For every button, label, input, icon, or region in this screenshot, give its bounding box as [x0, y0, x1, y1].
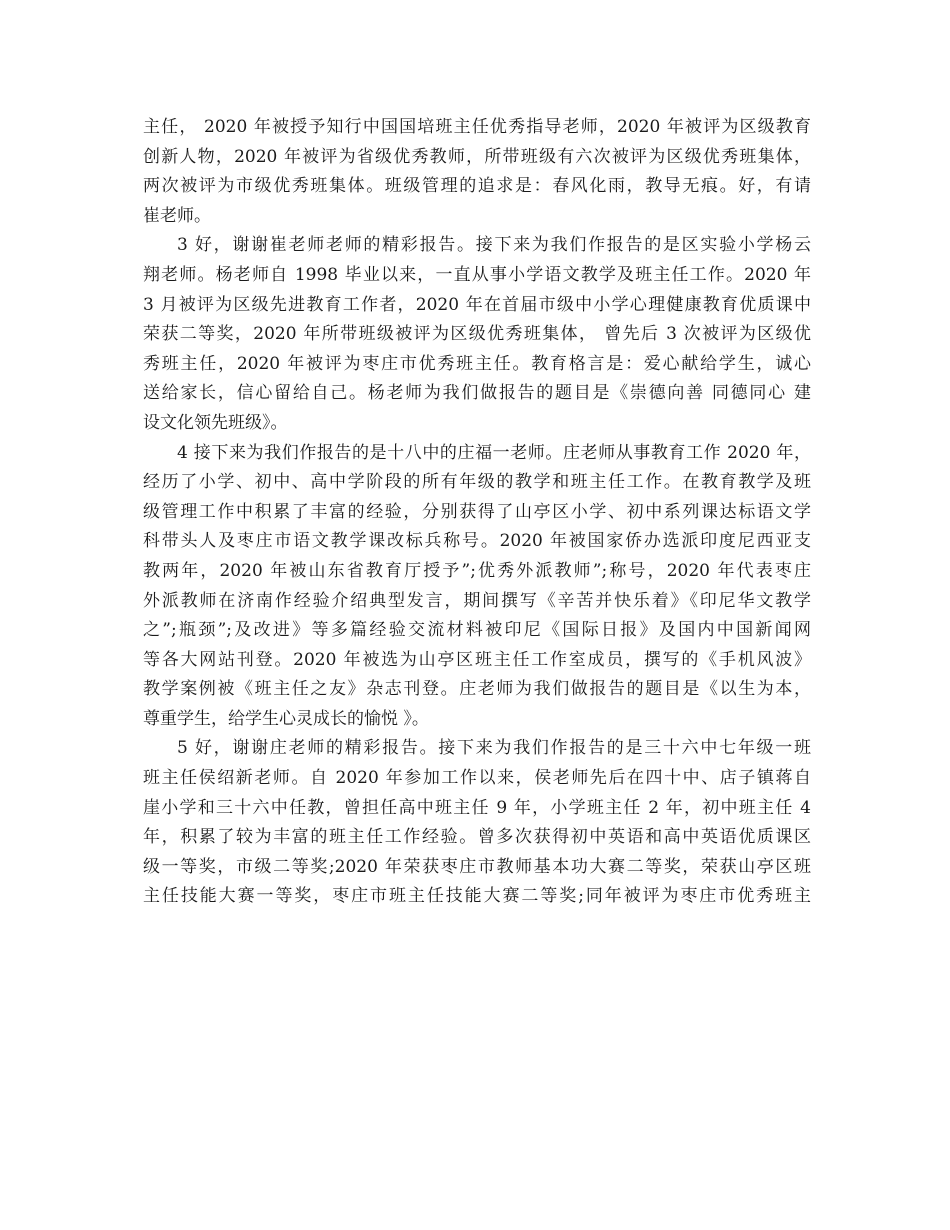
text-line: 班主任侯绍新老师。自 2020 年参加工作以来，侯老师先后在四十中、店子镇蒋自 — [143, 768, 811, 789]
text-line: 荣获二等奖，2020 年所带班级被评为区级优秀班集体， 曾先后 3 次被评为区级优 — [143, 324, 811, 345]
text-line: 创新人物，2020 年被评为省级优秀教师，所带班级有六次被评为区级优秀班集体， — [143, 146, 811, 167]
text-line: 秀班主任，2020 年被评为枣庄市优秀班主任。教育格言是：爱心献给学生，诚心 — [143, 353, 811, 374]
text-line: 尊重学生，给学生心灵成长的愉悦 》。 — [143, 708, 429, 729]
text-line: 教两年，2020 年被山东省教育厅授予”;优秀外派教师”;称号，2020 年代表枣庄 — [143, 560, 811, 581]
text-line: 级一等奖，市级二等奖;2020 年荣获枣庄市教师基本功大赛二等奖，荣获山亭区班 — [143, 856, 811, 877]
text-line: 年，积累了较为丰富的班主任工作经验。曾多次获得初中英语和高中英语优质课区 — [143, 827, 811, 848]
text-line: 经历了小学、初中、高中学阶段的所有年级的教学和班主任工作。在教育教学及班 — [143, 472, 811, 493]
text-line: 两次被评为市级优秀班集体。班级管理的追求是：春风化雨，教导无痕。好，有请 — [143, 176, 811, 197]
text-line: 送给家长，信心留给自己。杨老师为我们做报告的题目是《崇德向善 同德同心 建 — [143, 383, 811, 404]
text-line: 等各大网站刊登。2020 年被选为山亭区班主任工作室成员，撰写的《手机风波》 — [143, 649, 811, 670]
text-line: 主任， 2020 年被授予知行中国国培班主任优秀指导老师，2020 年被评为区级教育 — [143, 117, 811, 137]
text-line: 之”;瓶颈”;及改进》等多篇经验交流材料被印尼《国际日报》及国内中国新闻网 — [143, 620, 811, 641]
text-line: 级管理工作中积累了丰富的经验，分别获得了山亭区小学、初中系列课达标语文学 — [143, 501, 811, 522]
paragraph-first-line: 3 好，谢谢崔老师老师的精彩报告。接下来为我们作报告的是区实验小学杨云 — [177, 235, 811, 256]
paragraph-first-line: 4 接下来为我们作报告的是十八中的庄福一老师。庄老师从事教育工作 2020 年， — [177, 442, 811, 463]
text-line: 崔老师。 — [143, 205, 211, 226]
text-line: 3 月被评为区级先进教育工作者，2020 年在首届市级中小学心理健康教育优质课中 — [143, 294, 811, 315]
document-body — [143, 113, 811, 912]
text-line: 教学案例被《班主任之友》杂志刊登。庄老师为我们做报告的题目是《以生为本， — [143, 679, 811, 700]
text-line: 设文化领先班级》。 — [143, 412, 288, 433]
text-line: 外派教师在济南作经验介绍典型发言，期间撰写《辛苦并快乐着》《印尼华文教学 — [143, 590, 811, 611]
text-line: 主任技能大赛一等奖，枣庄市班主任技能大赛二等奖;同年被评为枣庄市优秀班主 — [143, 886, 811, 907]
text-line: 科带头人及枣庄市语文教学课改标兵称号。2020 年被国家侨办选派印度尼西亚支 — [143, 531, 811, 552]
text-line: 翔老师。杨老师自 1998 毕业以来，一直从事小学语文教学及班主任工作。2020 年 — [143, 264, 811, 285]
paragraph-first-line: 5 好，谢谢庄老师的精彩报告。接下来为我们作报告的是三十六中七年级一班 — [177, 738, 811, 759]
text-line: 崖小学和三十六中任教，曾担任高中班主任 9 年，小学班主任 2 年，初中班主任 4 — [143, 797, 811, 818]
